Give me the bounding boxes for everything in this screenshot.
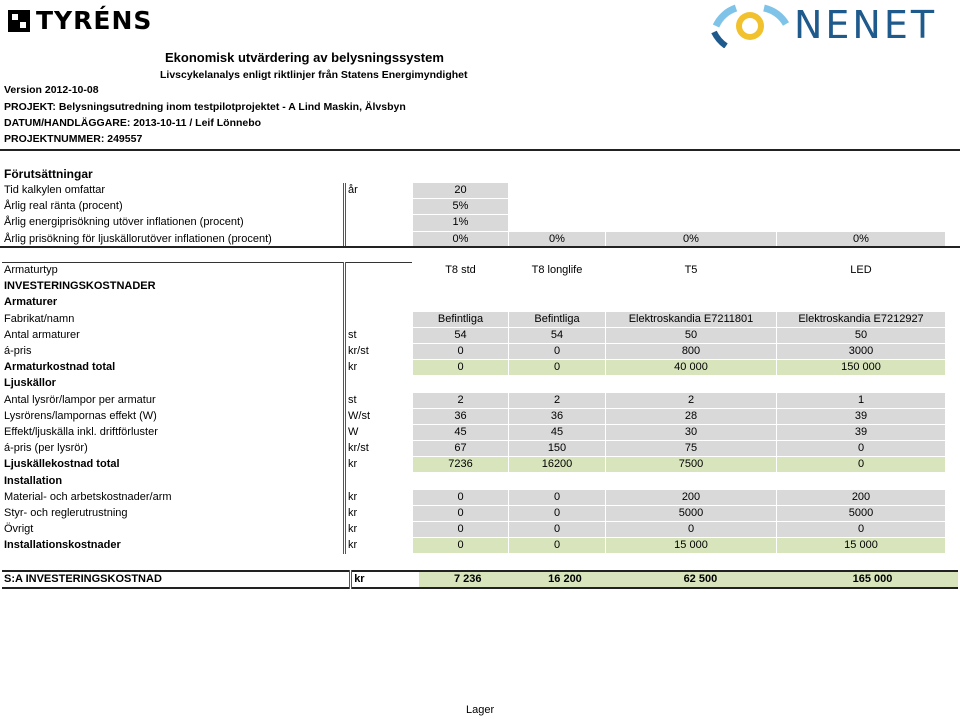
nenet-sun-icon [706,2,790,48]
armaturtyp-label: Armaturtyp [4,264,58,277]
row-unit [345,199,413,215]
row-value[interactable] [777,183,946,199]
row-value[interactable]: 30 [606,424,777,440]
total-table [2,570,958,589]
row-label: Årlig prisökning för ljuskällorutöver inflationen (procent) [4,232,272,245]
row-value [606,473,777,489]
row-value [509,279,606,295]
row-value[interactable]: 45 [509,424,606,440]
row-value[interactable] [509,215,606,231]
row-value[interactable]: 39 [777,424,946,440]
row-value: 0 [777,457,946,473]
row-unit: st [345,392,413,408]
investment-row [2,441,946,457]
row-value[interactable]: 0 [413,505,509,521]
armaturtyp-t8-std: T8 std [413,263,509,279]
total-row [2,571,958,588]
row-value[interactable]: 800 [606,343,777,359]
row-value[interactable]: 0 [777,441,946,457]
row-unit: kr [345,457,413,473]
projektnummer-text: PROJEKTNUMMER: 249557 [4,133,143,145]
forutsattningar-table [2,182,946,248]
total-value: 165 000 [787,571,958,588]
row-label: Antal armaturer [4,328,80,341]
row-unit [345,231,413,247]
row-value: 15 000 [606,538,777,554]
row-value[interactable]: 200 [606,489,777,505]
row-value[interactable]: 1 [777,392,946,408]
row-value[interactable] [606,183,777,199]
row-value[interactable]: 0 [413,489,509,505]
document-subtitle: Livscykelanalys enligt riktlinjer från Statens Energimyndighet [160,69,468,81]
row-value [413,473,509,489]
row-value[interactable]: 0 [509,505,606,521]
investment-row [2,522,946,538]
row-value[interactable]: 0% [509,231,606,247]
row-value[interactable] [606,215,777,231]
row-value: 150 000 [777,360,946,376]
row-label: Ljuskällor [4,377,56,390]
total-label: S:A INVESTERINGSKOSTNAD [4,573,162,586]
row-value [606,295,777,311]
investment-row [2,489,946,505]
row-value: 7236 [413,457,509,473]
investment-table [2,262,946,554]
row-value[interactable]: 45 [413,424,509,440]
row-value[interactable]: 0% [413,231,509,247]
tyrens-mark-icon [8,10,30,32]
armaturtyp-t8-longlife: T8 longlife [509,263,606,279]
investment-row [2,311,946,327]
investment-row [2,360,946,376]
row-label: Antal lysrör/lampor per armatur [4,393,156,406]
row-unit: kr/st [345,441,413,457]
row-value[interactable]: 28 [606,408,777,424]
row-value: 40 000 [606,360,777,376]
row-unit: år [345,183,413,199]
version-text: Version 2012-10-08 [4,84,99,96]
row-unit: kr [345,505,413,521]
row-unit [345,295,413,311]
row-value[interactable] [509,199,606,215]
armaturtyp-t5: T5 [606,263,777,279]
row-value [413,295,509,311]
forutsattning-row [2,199,946,215]
row-value[interactable]: 54 [509,327,606,343]
row-value[interactable]: 0% [606,231,777,247]
investment-row [2,295,946,311]
row-unit [345,311,413,327]
investment-row [2,392,946,408]
row-value[interactable]: 2 [413,392,509,408]
row-value: 7500 [606,457,777,473]
total-value: 7 236 [419,571,516,588]
forutsattningar-title: Förutsättningar [4,167,93,181]
row-label: Lysrörens/lampornas effekt (W) [4,409,157,422]
investment-row [2,473,946,489]
row-label: Armaturkostnad total [4,361,116,374]
row-value [606,376,777,392]
row-value [413,279,509,295]
row-value[interactable]: Befintliga [413,311,509,327]
row-label: INVESTERINGSKOSTNADER [4,280,156,293]
forutsattning-row [2,183,946,199]
row-value [777,473,946,489]
armaturtyp-row [2,263,946,279]
row-label: Fabrikat/namn [4,312,75,325]
row-value[interactable]: 0 [413,343,509,359]
row-value[interactable]: 0 [777,522,946,538]
section-divider [0,246,960,248]
row-value [509,376,606,392]
row-value[interactable]: 5000 [606,505,777,521]
row-value [606,279,777,295]
forutsattning-row [2,215,946,231]
forutsattning-row [2,231,946,247]
row-value[interactable]: 0 [413,522,509,538]
sheet-tab-lager[interactable]: Lager [466,704,495,716]
nenet-logo [706,2,937,48]
row-unit: W [345,424,413,440]
row-value: 15 000 [777,538,946,554]
row-label: Effekt/ljuskälla inkl. driftförluster [4,425,158,438]
investment-row [2,408,946,424]
row-value[interactable]: 5% [413,199,509,215]
investment-row [2,538,946,554]
row-value[interactable]: 54 [413,327,509,343]
row-unit [345,279,413,295]
tyrens-logo-text: TYRÉNS [36,6,153,35]
row-label: á-pris [4,345,32,358]
row-unit [345,376,413,392]
total-value: 16 200 [516,571,614,588]
row-unit [345,473,413,489]
tyrens-logo [8,6,152,35]
row-value [509,295,606,311]
row-value: 0 [413,360,509,376]
investment-row [2,457,946,473]
row-value[interactable]: 39 [777,408,946,424]
row-value[interactable]: 1% [413,215,509,231]
row-unit: W/st [345,408,413,424]
row-label: Årlig energiprisökning utöver inflationen (procent) [4,216,244,229]
row-value[interactable] [777,199,946,215]
row-label: Installationskostnader [4,539,121,552]
investment-row [2,279,946,295]
row-unit: kr [345,538,413,554]
row-value[interactable] [509,183,606,199]
investment-row [2,343,946,359]
row-value[interactable]: 150 [509,441,606,457]
row-value[interactable]: 20 [413,183,509,199]
row-value[interactable]: 67 [413,441,509,457]
armaturtyp-led: LED [777,263,946,279]
total-unit: kr [351,571,420,588]
investment-row [2,424,946,440]
row-unit: kr [345,522,413,538]
row-value[interactable]: 0 [509,489,606,505]
row-value[interactable]: 0 [509,522,606,538]
row-value: 0 [413,538,509,554]
row-label: Styr- och reglerutrustning [4,506,128,519]
row-value[interactable]: Elektroskandia E7211801 [606,311,777,327]
row-unit: kr [345,360,413,376]
row-value[interactable]: Elektroskandia E7212927 [777,311,946,327]
row-value[interactable] [777,215,946,231]
row-value[interactable]: 5000 [777,505,946,521]
row-value: 0 [509,538,606,554]
row-value [777,295,946,311]
investment-row [2,376,946,392]
row-value: 16200 [509,457,606,473]
investment-row [2,505,946,521]
row-unit [345,215,413,231]
row-value [509,473,606,489]
row-value[interactable]: 3000 [777,343,946,359]
row-value[interactable]: 36 [413,408,509,424]
row-label: á-pris (per lysrör) [4,442,88,455]
document-title: Ekonomisk utvärdering av belysningssystem [165,50,444,65]
section-divider [0,149,960,151]
row-value[interactable]: 0 [606,522,777,538]
row-value[interactable]: 2 [509,392,606,408]
row-value[interactable]: 2 [606,392,777,408]
row-value[interactable] [606,199,777,215]
row-label: Tid kalkylen omfattar [4,184,106,197]
row-value[interactable]: 0 [509,343,606,359]
row-value [777,376,946,392]
row-label: Armaturer [4,296,58,309]
row-unit: st [345,327,413,343]
row-label: Installation [4,474,63,487]
row-label: Årlig real ränta (procent) [4,200,123,213]
nenet-logo-text: NENET [794,3,938,47]
investment-row [2,327,946,343]
row-value [777,279,946,295]
row-value[interactable]: 75 [606,441,777,457]
row-label: Material- och arbetskostnader/arm [4,490,172,503]
total-value: 62 500 [614,571,787,588]
row-unit: kr [345,489,413,505]
row-value[interactable]: Befintliga [509,311,606,327]
row-value[interactable]: 200 [777,489,946,505]
row-value[interactable]: 50 [606,327,777,343]
row-value[interactable]: 50 [777,327,946,343]
row-value[interactable]: 0% [777,231,946,247]
row-label: Övrigt [4,523,34,536]
row-value [413,376,509,392]
row-value: 0 [509,360,606,376]
row-label: Ljuskällekostnad total [4,458,120,471]
projekt-text: PROJEKT: Belysningsutredning inom testpilotprojektet - A Lind Maskin, Älvsbyn [4,101,406,113]
row-value[interactable]: 36 [509,408,606,424]
row-unit: kr/st [345,343,413,359]
datum-text: DATUM/HANDLÄGGARE: 2013-10-11 / Leif Lönnebo [4,117,262,129]
armaturtyp-unit [345,263,413,279]
